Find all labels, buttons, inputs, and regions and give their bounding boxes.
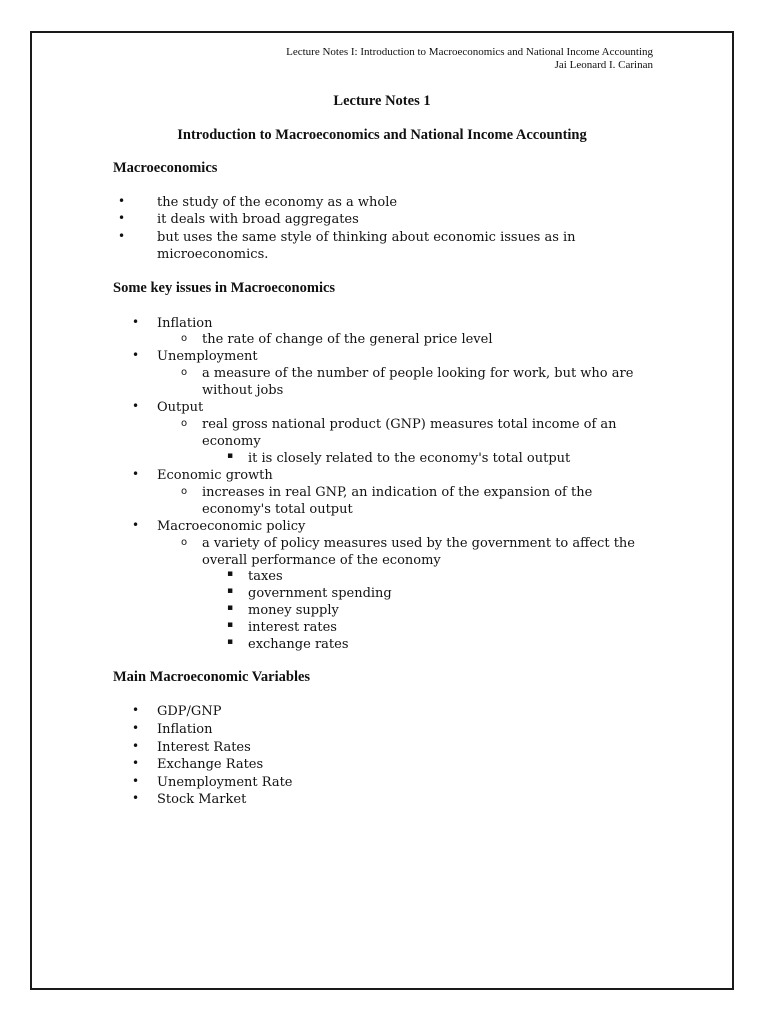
bullet-disc: • bbox=[132, 467, 140, 481]
policy-tool-item: government spending bbox=[248, 586, 392, 601]
section-heading-macroeconomics: Macroeconomics bbox=[113, 160, 218, 176]
issue-inflation: Inflation bbox=[157, 316, 213, 331]
issue-unemployment: Unemployment bbox=[157, 349, 258, 364]
bullet-square: ▪ bbox=[227, 586, 234, 596]
section-heading-key-issues: Some key issues in Macroeconomics bbox=[113, 280, 336, 296]
policy-tool-item: exchange rates bbox=[248, 637, 349, 652]
list-item-continuation: microeconomics. bbox=[157, 247, 269, 262]
bullet-square: ▪ bbox=[227, 637, 234, 647]
issue-unemployment-detail-cont: without jobs bbox=[202, 383, 284, 398]
list-item: it deals with broad aggregates bbox=[157, 212, 359, 227]
variable-item: Stock Market bbox=[157, 792, 247, 807]
bullet-circle: o bbox=[181, 537, 188, 548]
list-item: the study of the economy as a whole bbox=[157, 195, 398, 210]
issue-growth-detail: increases in real GNP, an indication of the expansion of the bbox=[202, 485, 593, 500]
issue-unemployment-detail: a measure of the number of people looking for work, but who are bbox=[202, 366, 634, 381]
bullet-disc: • bbox=[118, 229, 126, 243]
issue-growth-detail-cont: economy's total output bbox=[202, 502, 353, 517]
header-course-title: Lecture Notes I: Introduction to Macroeconomics and National Income Accounting bbox=[286, 46, 653, 58]
bullet-disc: • bbox=[132, 703, 140, 717]
policy-tool-item: money supply bbox=[248, 603, 339, 618]
issue-output-detail: real gross national product (GNP) measures total income of an bbox=[202, 417, 617, 432]
issue-policy-detail-cont: overall performance of the economy bbox=[202, 553, 441, 568]
bullet-disc: • bbox=[132, 518, 140, 532]
issue-growth: Economic growth bbox=[157, 468, 273, 483]
bullet-disc: • bbox=[132, 721, 140, 735]
section-heading-main-variables: Main Macroeconomic Variables bbox=[113, 669, 311, 685]
variable-item: Interest Rates bbox=[157, 740, 251, 755]
variable-item: Unemployment Rate bbox=[157, 775, 293, 790]
bullet-circle: o bbox=[181, 486, 188, 497]
page-subtitle: Introduction to Macroeconomics and National Income Accounting bbox=[177, 127, 587, 143]
bullet-circle: o bbox=[181, 333, 188, 344]
variable-item: Exchange Rates bbox=[157, 757, 264, 772]
bullet-square: ▪ bbox=[227, 620, 234, 630]
bullet-disc: • bbox=[132, 739, 140, 753]
bullet-disc: • bbox=[132, 774, 140, 788]
bullet-square: ▪ bbox=[227, 603, 234, 613]
bullet-disc: • bbox=[118, 194, 126, 208]
issue-output: Output bbox=[157, 400, 204, 415]
bullet-disc: • bbox=[132, 315, 140, 329]
bullet-disc: • bbox=[132, 791, 140, 805]
issue-output-subdetail: it is closely related to the economy's total output bbox=[248, 451, 571, 466]
document-page bbox=[30, 31, 734, 990]
bullet-square: ▪ bbox=[227, 569, 234, 579]
issue-policy: Macroeconomic policy bbox=[157, 519, 306, 534]
issue-output-detail-cont: economy bbox=[202, 434, 261, 449]
header-author: Jai Leonard I. Carinan bbox=[554, 59, 653, 71]
bullet-circle: o bbox=[181, 418, 188, 429]
list-item: but uses the same style of thinking about economic issues as in bbox=[157, 230, 576, 245]
bullet-disc: • bbox=[118, 211, 126, 225]
issue-inflation-detail: the rate of change of the general price level bbox=[202, 332, 493, 347]
policy-tool-item: interest rates bbox=[248, 620, 337, 635]
bullet-square: ▪ bbox=[227, 451, 234, 461]
bullet-disc: • bbox=[132, 399, 140, 413]
running-header bbox=[286, 46, 653, 72]
variable-item: GDP/GNP bbox=[157, 704, 222, 719]
issue-policy-detail: a variety of policy measures used by the government to affect the bbox=[202, 536, 635, 551]
policy-tool-item: taxes bbox=[248, 569, 283, 584]
bullet-disc: • bbox=[132, 756, 140, 770]
bullet-disc: • bbox=[132, 348, 140, 362]
variable-item: Inflation bbox=[157, 722, 213, 737]
bullet-circle: o bbox=[181, 367, 188, 378]
page-title: Lecture Notes 1 bbox=[333, 93, 431, 109]
